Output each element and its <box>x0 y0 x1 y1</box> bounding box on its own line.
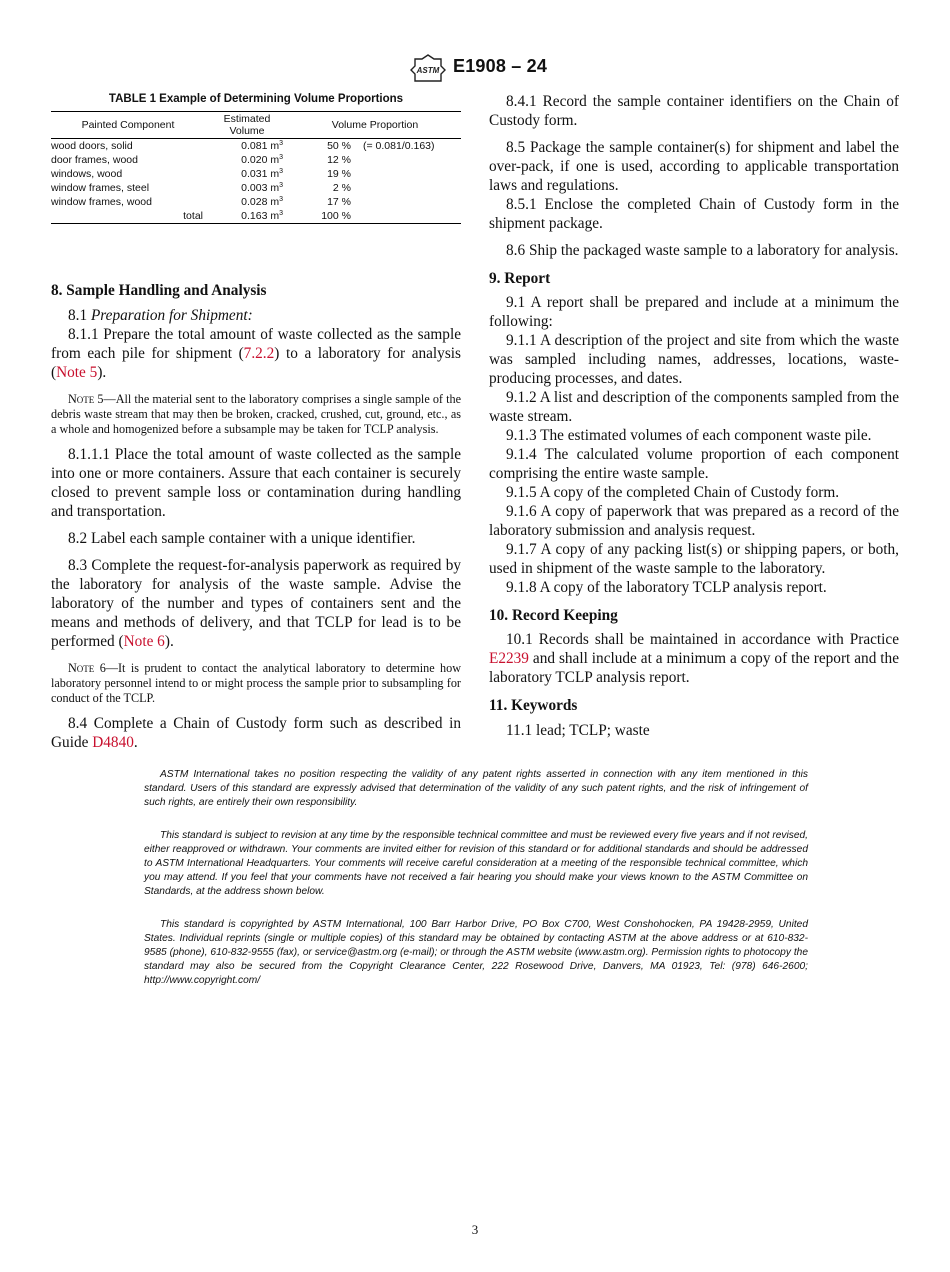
section-10-heading: 10. Record Keeping <box>489 607 618 624</box>
cell-proportion: 50 % <box>327 140 351 152</box>
para-9-1-4: 9.1.4 The calculated volume proportion of each component comprising the entire waste sample. <box>489 446 899 482</box>
section-9-heading: 9. Report <box>489 270 551 287</box>
para-8-1: 8.1 Preparation for Shipment: <box>68 307 253 324</box>
table-row <box>51 181 461 195</box>
revision-notice-text: This standard is subject to revision at any time by the responsible technical committee and must be reviewed every five years and if not revised, either reapproved or withdrawn. Your comments are invited either for revision of this standard or for additional standards and should be addressed to ASTM International Headquarters. Your comments will receive careful consideration at a meeting of the responsible technical committee, which you may attend. If you feel that your comments have not received a fair hearing you should make your views known to the ASTM Committee on Standards, at the address shown below. <box>144 830 808 897</box>
column-header: Volume Proportion <box>289 112 461 139</box>
right-column <box>489 92 899 740</box>
para-8-3: 8.3 Complete the request-for-analysis paperwork as required by the laboratory for analysis of the waste sample. Advise the laboratory of the number and types of containers sent and the means and methods of delivery, and that TCLP for lead is to be performed (Note 6). <box>51 557 461 650</box>
table-total-row <box>51 209 461 224</box>
table-row <box>51 195 461 209</box>
cell-volume: 0.031 $m^3$ <box>241 168 283 180</box>
e2239-link[interactable]: E2239 <box>489 650 529 667</box>
column-header: Estimated Volume <box>205 112 289 139</box>
para-9-1-6: 9.1.6 A copy of paperwork that was prepared as a record of the laboratory submission and analysis request. <box>489 503 899 539</box>
page-header <box>0 54 950 84</box>
para-11-1: 11.1 lead; TCLP; waste <box>506 722 650 739</box>
para-8-1-1: 8.1.1 Prepare the total amount of waste collected as the sample from each pile for shipment (7.2.2) to a laboratory for analysis (Note 5). <box>51 326 461 381</box>
para-9-1-5: 9.1.5 A copy of the completed Chain of Custody form. <box>506 484 840 501</box>
note-5-link[interactable]: Note 5 <box>56 364 98 381</box>
section-8-heading: 8. Sample Handling and Analysis <box>51 282 267 299</box>
para-8-6: 8.6 Ship the packaged waste sample to a laboratory for analysis. <box>506 242 899 259</box>
para-9-1-2: 9.1.2 A list and description of the components sampled from the waste stream. <box>489 389 899 425</box>
cell-note <box>351 153 461 167</box>
section-11-heading: 11. Keywords <box>489 697 578 714</box>
para-8-4-1: 8.4.1 Record the sample container identifiers on the Chain of Custody form. <box>489 93 899 129</box>
cell-component: windows, wood <box>51 168 123 180</box>
d4840-link[interactable]: D4840 <box>92 734 134 751</box>
table-row <box>51 153 461 167</box>
ref-7-2-2-link[interactable]: 7.2.2 <box>243 345 275 362</box>
cell-total-proportion: 100 % <box>289 209 351 224</box>
note-5: Note 5—All the material sent to the laboratory comprises a single sample of the debris waste stream that may then be broken, cracked, crushed, cut, ground, etc., as a whole and homogenized before a subsample may be taken for TCLP analysis. <box>51 392 461 436</box>
astm-logo-icon <box>410 54 446 82</box>
para-8-4: 8.4 Complete a Chain of Custody form such as described in Guide D4840. <box>51 715 461 751</box>
note-6-link[interactable]: Note 6 <box>123 633 165 650</box>
para-8-1-1-1: 8.1.1.1 Place the total amount of waste collected as the sample into one or more containers. Assure that each container is securely closed to prevent sample loss or contamination during handling and transportation. <box>51 446 461 520</box>
footer-patent-notice <box>144 768 808 810</box>
note-6: Note 6—It is prudent to contact the analytical laboratory to determine how laboratory personnel intend to or might process the sample prior to subsampling for conduct of the TCLP. <box>51 661 461 705</box>
left-column <box>51 92 461 752</box>
column-header: Painted Component <box>51 112 205 139</box>
cell-total-volume: 0.163 $m^3$ <box>205 209 289 224</box>
copyright-notice-text: This standard is copyrighted by ASTM International, 100 Barr Harbor Drive, PO Box C700, West Conshohocken, PA 19428-2959, United States. Individual reprints (single or multiple copies) of this standard may be obtained by contacting ASTM at the above address or at 610-832-9585 (phone), 610-832-9555 (fax), or service@astm.org (e-mail); or through the ASTM website (www.astm.org). Permission rights to photocopy the standard may also be secured from the Copyright Clearance Center, 222 Rosewood Drive, Danvers, MA 01923, Tel: (978) 646-2600; http://www.copyright.com/ <box>144 919 808 986</box>
cell-note <box>351 181 461 195</box>
document-id: E1908 – 24 <box>453 56 548 76</box>
cell-proportion: 2 % <box>332 182 351 194</box>
cell-volume: 0.028 $m^3$ <box>241 196 283 208</box>
footer-revision-notice <box>144 829 808 899</box>
para-8-5: 8.5 Package the sample container(s) for shipment and label the over-pack, if one is used, according to applicable transportation laws and regulations. <box>489 139 899 194</box>
cell-component: window frames, wood <box>51 196 152 208</box>
para-9-1-3: 9.1.3 The estimated volumes of each component waste pile. <box>506 427 872 444</box>
para-9-1-1: 9.1.1 A description of the project and site from which the waste was sampled including names, addresses, locations, waste-producing processes, and dates. <box>489 332 899 387</box>
para-8-5-1: 8.5.1 Enclose the completed Chain of Custody form in the shipment package. <box>489 196 899 232</box>
cell-volume: 0.020 $m^3$ <box>241 154 283 166</box>
page-number: 3 <box>471 1222 479 1237</box>
svg-text:ASTM: ASTM <box>416 66 440 75</box>
cell-component: door frames, wood <box>51 154 138 166</box>
cell-proportion: 12 % <box>327 154 351 166</box>
footer-copyright-notice <box>144 918 808 988</box>
para-9-1-7: 9.1.7 A copy of any packing list(s) or shipping papers, or both, used in shipment of the waste sample to the laboratory. <box>489 541 899 577</box>
para-8-2: 8.2 Label each sample container with a unique identifier. <box>68 530 416 547</box>
cell-note <box>351 209 461 224</box>
table-title: TABLE 1 Example of Determining Volume Proportions <box>108 93 404 105</box>
cell-component: wood doors, solid <box>51 140 133 152</box>
volume-proportions-table <box>51 111 461 224</box>
cell-volume: 0.003 $m^3$ <box>241 182 283 194</box>
cell-proportion: 19 % <box>327 168 351 180</box>
cell-note <box>351 195 461 209</box>
table-row <box>51 167 461 181</box>
cell-total-label: total <box>51 209 205 224</box>
cell-proportion: 17 % <box>327 196 351 208</box>
para-9-1: 9.1 A report shall be prepared and include at a minimum the following: <box>489 294 899 330</box>
table-row <box>51 139 461 154</box>
patent-notice-text: ASTM International takes no position respecting the validity of any patent rights asserted in connection with any item mentioned in this standard. Users of this standard are expressly advised that determination of the validity of any such patent rights, and the risk of infringement of such rights, are entirely their own responsibility. <box>144 769 808 808</box>
para-9-1-8: 9.1.8 A copy of the laboratory TCLP analysis report. <box>506 579 827 596</box>
table-header-row <box>51 112 461 139</box>
para-10-1: 10.1 Records shall be maintained in accordance with Practice E2239 and shall include at a minimum a copy of the report and the laboratory TCLP analysis report. <box>489 631 899 686</box>
cell-component: window frames, steel <box>51 182 150 194</box>
cell-volume: 0.081 $m^3$ <box>241 140 283 152</box>
cell-note <box>351 167 461 181</box>
cell-note: (= 0.081/0.163) <box>363 140 435 152</box>
